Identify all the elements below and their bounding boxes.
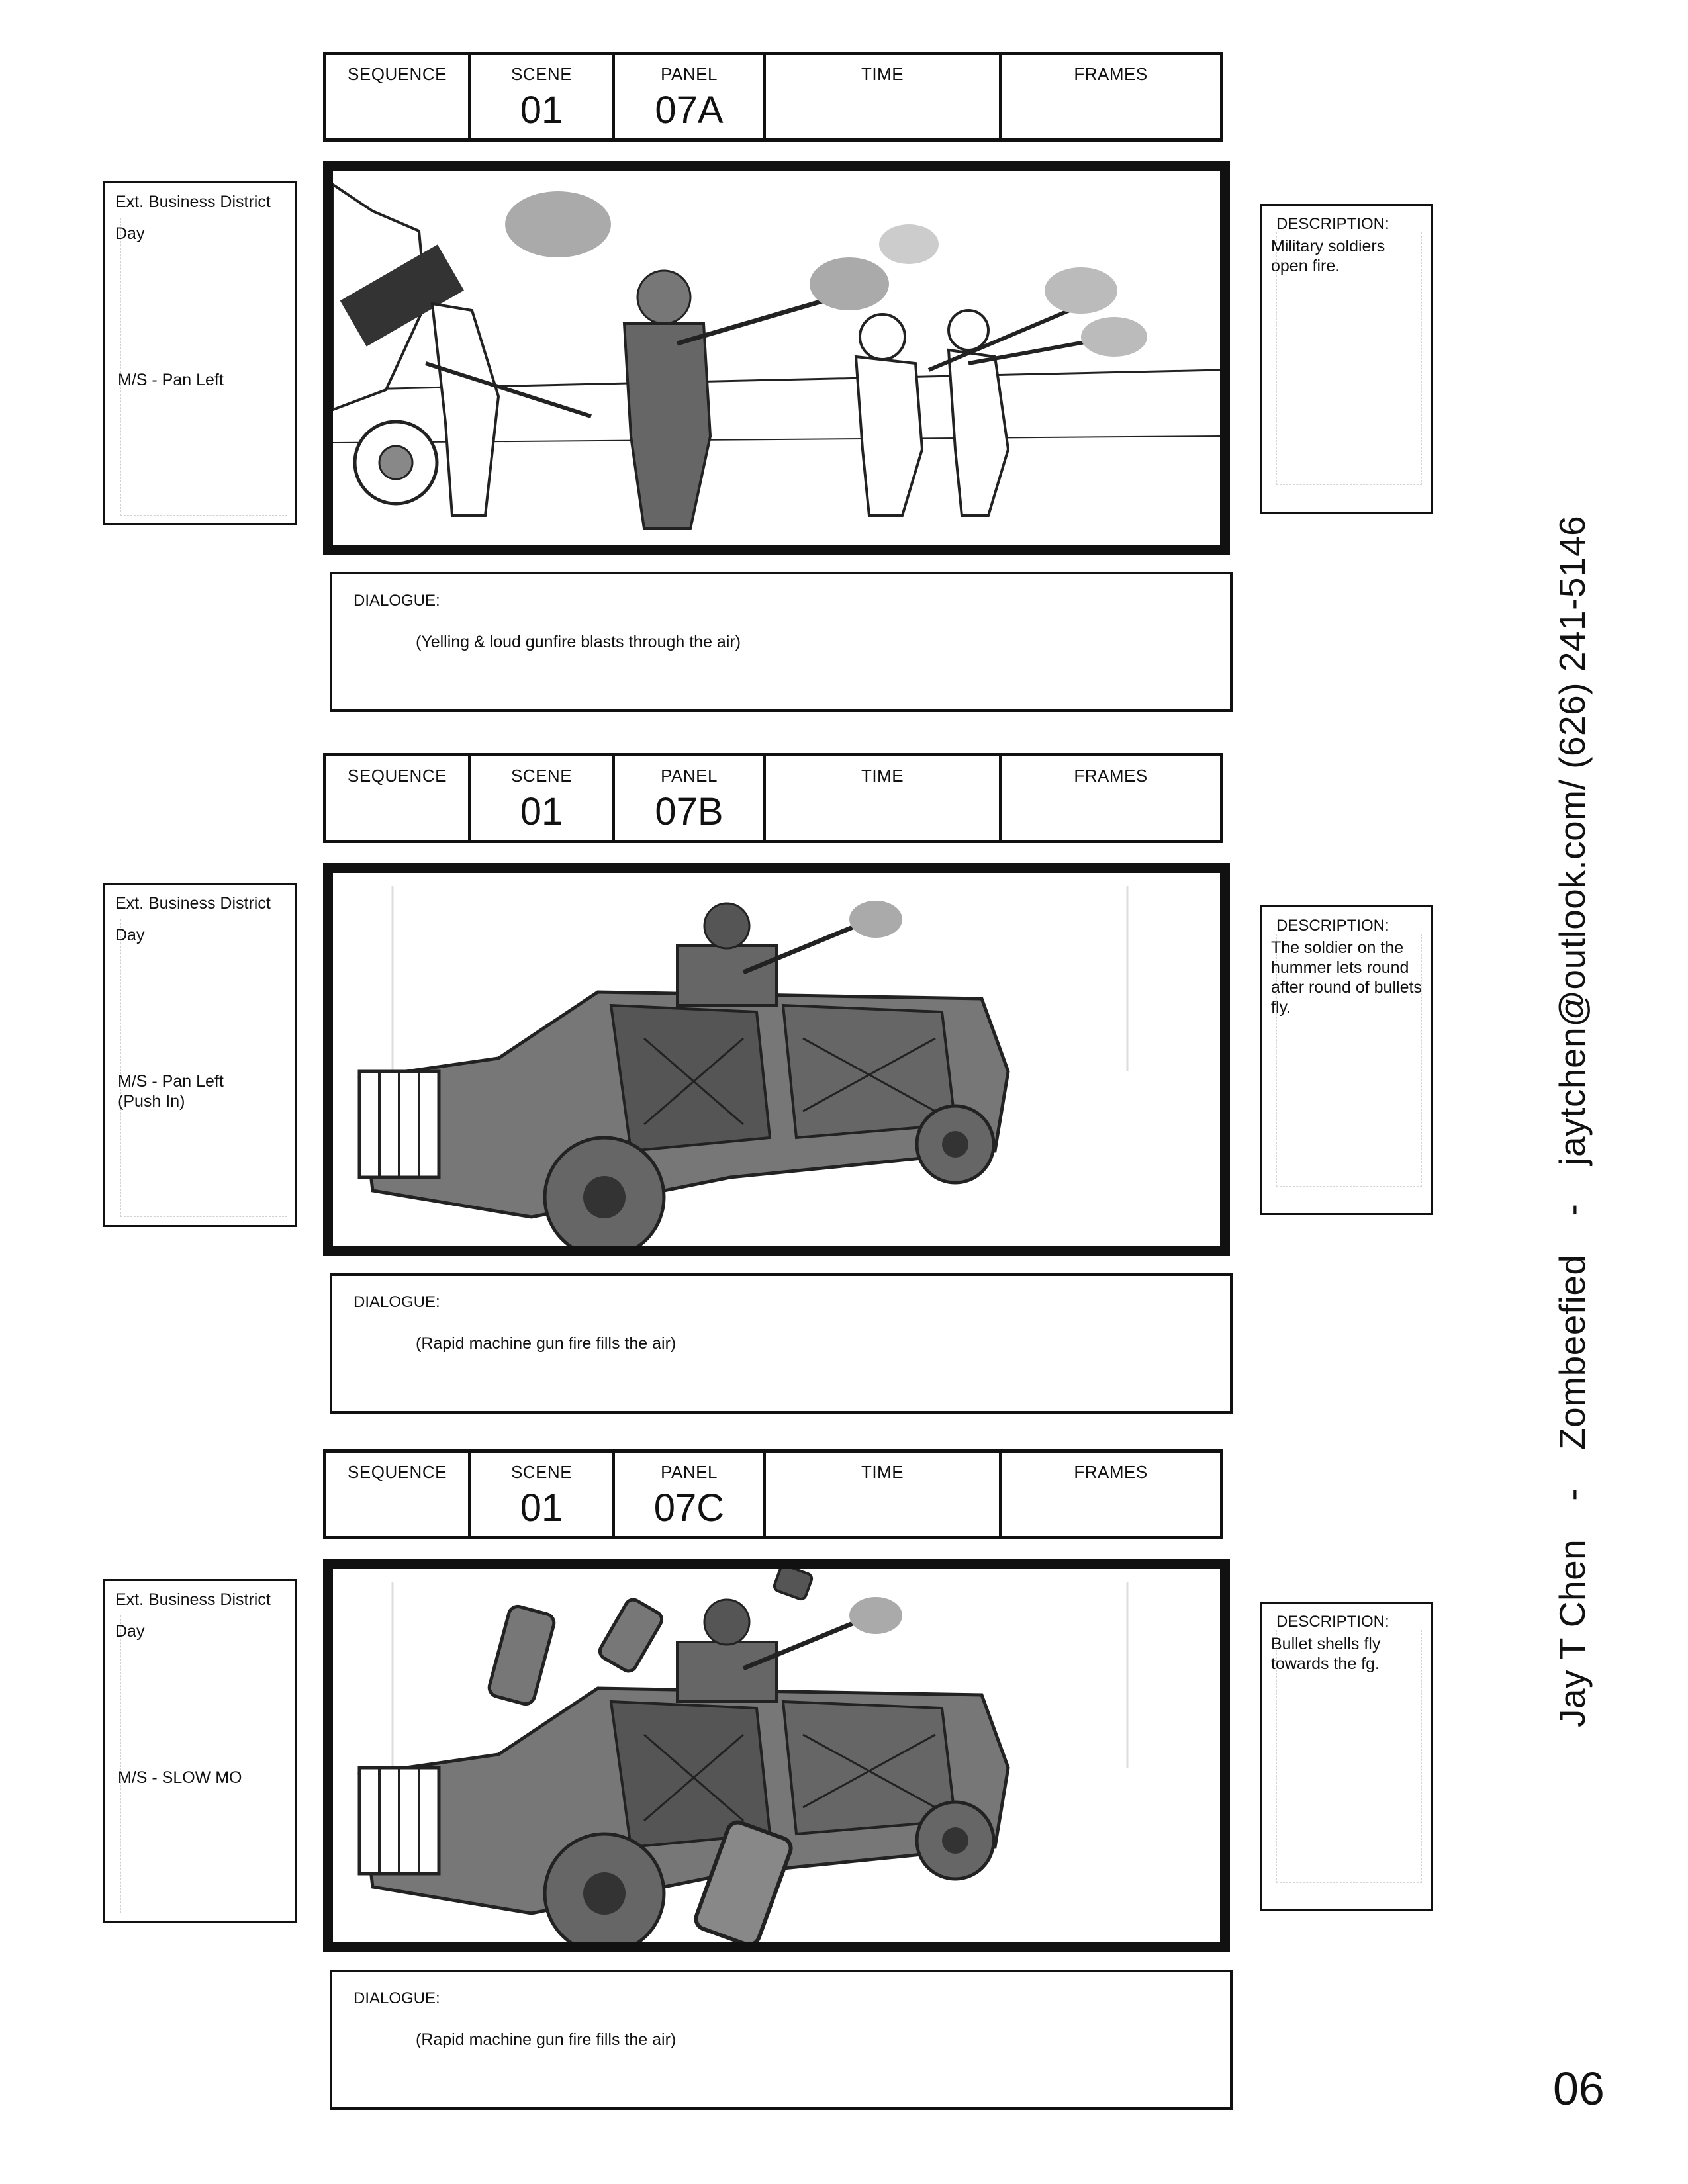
description-box [1260,204,1433,514]
description-box [1260,905,1433,1215]
shot-info-box [103,1579,297,1923]
sketch-frame [323,161,1230,555]
time-of-day-text: Day [115,224,145,243]
shot-info-box [103,181,297,525]
dialogue-box [330,1273,1233,1414]
frames-label: FRAMES [1074,64,1148,84]
location-text: Ext. Business District [115,193,271,211]
dialogue-box [330,572,1233,712]
frames-cell [1002,55,1220,138]
panel-number: 07A [655,89,724,132]
frames-label: FRAMES [1074,1462,1148,1482]
time-label: TIME [861,766,904,786]
separator: - [1552,1203,1593,1216]
storyboard-panel-07c [0,1398,1688,2099]
scene-number: 01 [520,89,563,132]
panel-number: 07B [655,790,724,833]
location-text: Ext. Business District [115,1590,271,1609]
description-label: DESCRIPTION: [1276,917,1389,934]
scene-number: 01 [520,790,563,833]
description-text: Bullet shells fly towards the fg. [1271,1635,1381,1673]
time-of-day-text: Day [115,1622,145,1641]
separator: - [1552,1488,1593,1501]
page-number: 06 [1553,2063,1605,2115]
description-label: DESCRIPTION: [1276,1613,1389,1631]
dialogue-box [330,1970,1233,2110]
storyboard-panel-07a [0,0,1688,702]
shot-info-box [103,883,297,1227]
frames-cell [1002,756,1220,840]
sequence-label: SEQUENCE [348,766,447,786]
panel-cell [615,1453,766,1536]
description-text: Military soldiers open fire. [1271,237,1385,275]
storyboard-panel-07b [0,702,1688,1403]
soldiers-firing-sketch [333,171,1220,545]
time-label: TIME [861,1462,904,1482]
scene-cell [471,55,615,138]
dialogue-text: (Rapid machine gun fire fills the air) [416,1334,677,1353]
time-of-day-text: Day [115,926,145,944]
scene-label: SCENE [510,1462,573,1482]
scene-cell [471,756,615,840]
camera-shot-text: M/S - Pan Left (Push In) [118,1072,224,1111]
panel-cell [615,756,766,840]
shells-flying-sketch [333,1569,1220,1942]
description-text: The soldier on the hummer lets round after round of bullets fly. [1271,938,1422,1017]
project-title: Zombeefied [1552,1254,1593,1450]
scene-cell [471,1453,615,1536]
sequence-label: SEQUENCE [348,1462,447,1482]
scene-label: SCENE [510,766,573,786]
hummer-gunner-sketch [333,873,1220,1246]
dialogue-label: DIALOGUE: [353,1293,440,1311]
panel-header [323,1449,1223,1539]
scene-label: SCENE [510,64,573,84]
dialogue-text: (Rapid machine gun fire fills the air) [416,2030,677,2049]
panel-header [323,753,1223,843]
time-label: TIME [861,64,904,84]
camera-shot-text: M/S - SLOW MO [118,1768,242,1787]
time-cell [766,1453,1002,1536]
panel-cell [615,55,766,138]
description-label: DESCRIPTION: [1276,215,1389,233]
panel-header [323,52,1223,142]
camera-shot-text: M/S - Pan Left [118,371,224,389]
panel-label: PANEL [661,766,718,786]
sequence-label: SEQUENCE [348,64,447,84]
sequence-cell [326,756,471,840]
sketch-frame [323,863,1230,1256]
time-cell [766,55,1002,138]
panel-label: PANEL [661,1462,718,1482]
sequence-cell [326,1453,471,1536]
description-box [1260,1602,1433,1911]
sketch-frame [323,1559,1230,1952]
panel-label: PANEL [661,64,718,84]
time-cell [766,756,1002,840]
author-name: Jay T Chen [1552,1539,1593,1727]
dialogue-label: DIALOGUE: [353,592,440,610]
dialogue-text: (Yelling & loud gunfire blasts through the air) [416,633,741,651]
scene-number: 01 [520,1486,563,1529]
frames-cell [1002,1453,1220,1536]
contact-info: jaytchen@outlook.com/ (626) 241-5146 [1552,515,1593,1165]
location-text: Ext. Business District [115,894,271,913]
dialogue-label: DIALOGUE: [353,1989,440,2007]
frames-label: FRAMES [1074,766,1148,786]
panel-number: 07C [653,1486,725,1529]
sequence-cell [326,55,471,138]
credit-sidebar [1552,404,1592,1727]
